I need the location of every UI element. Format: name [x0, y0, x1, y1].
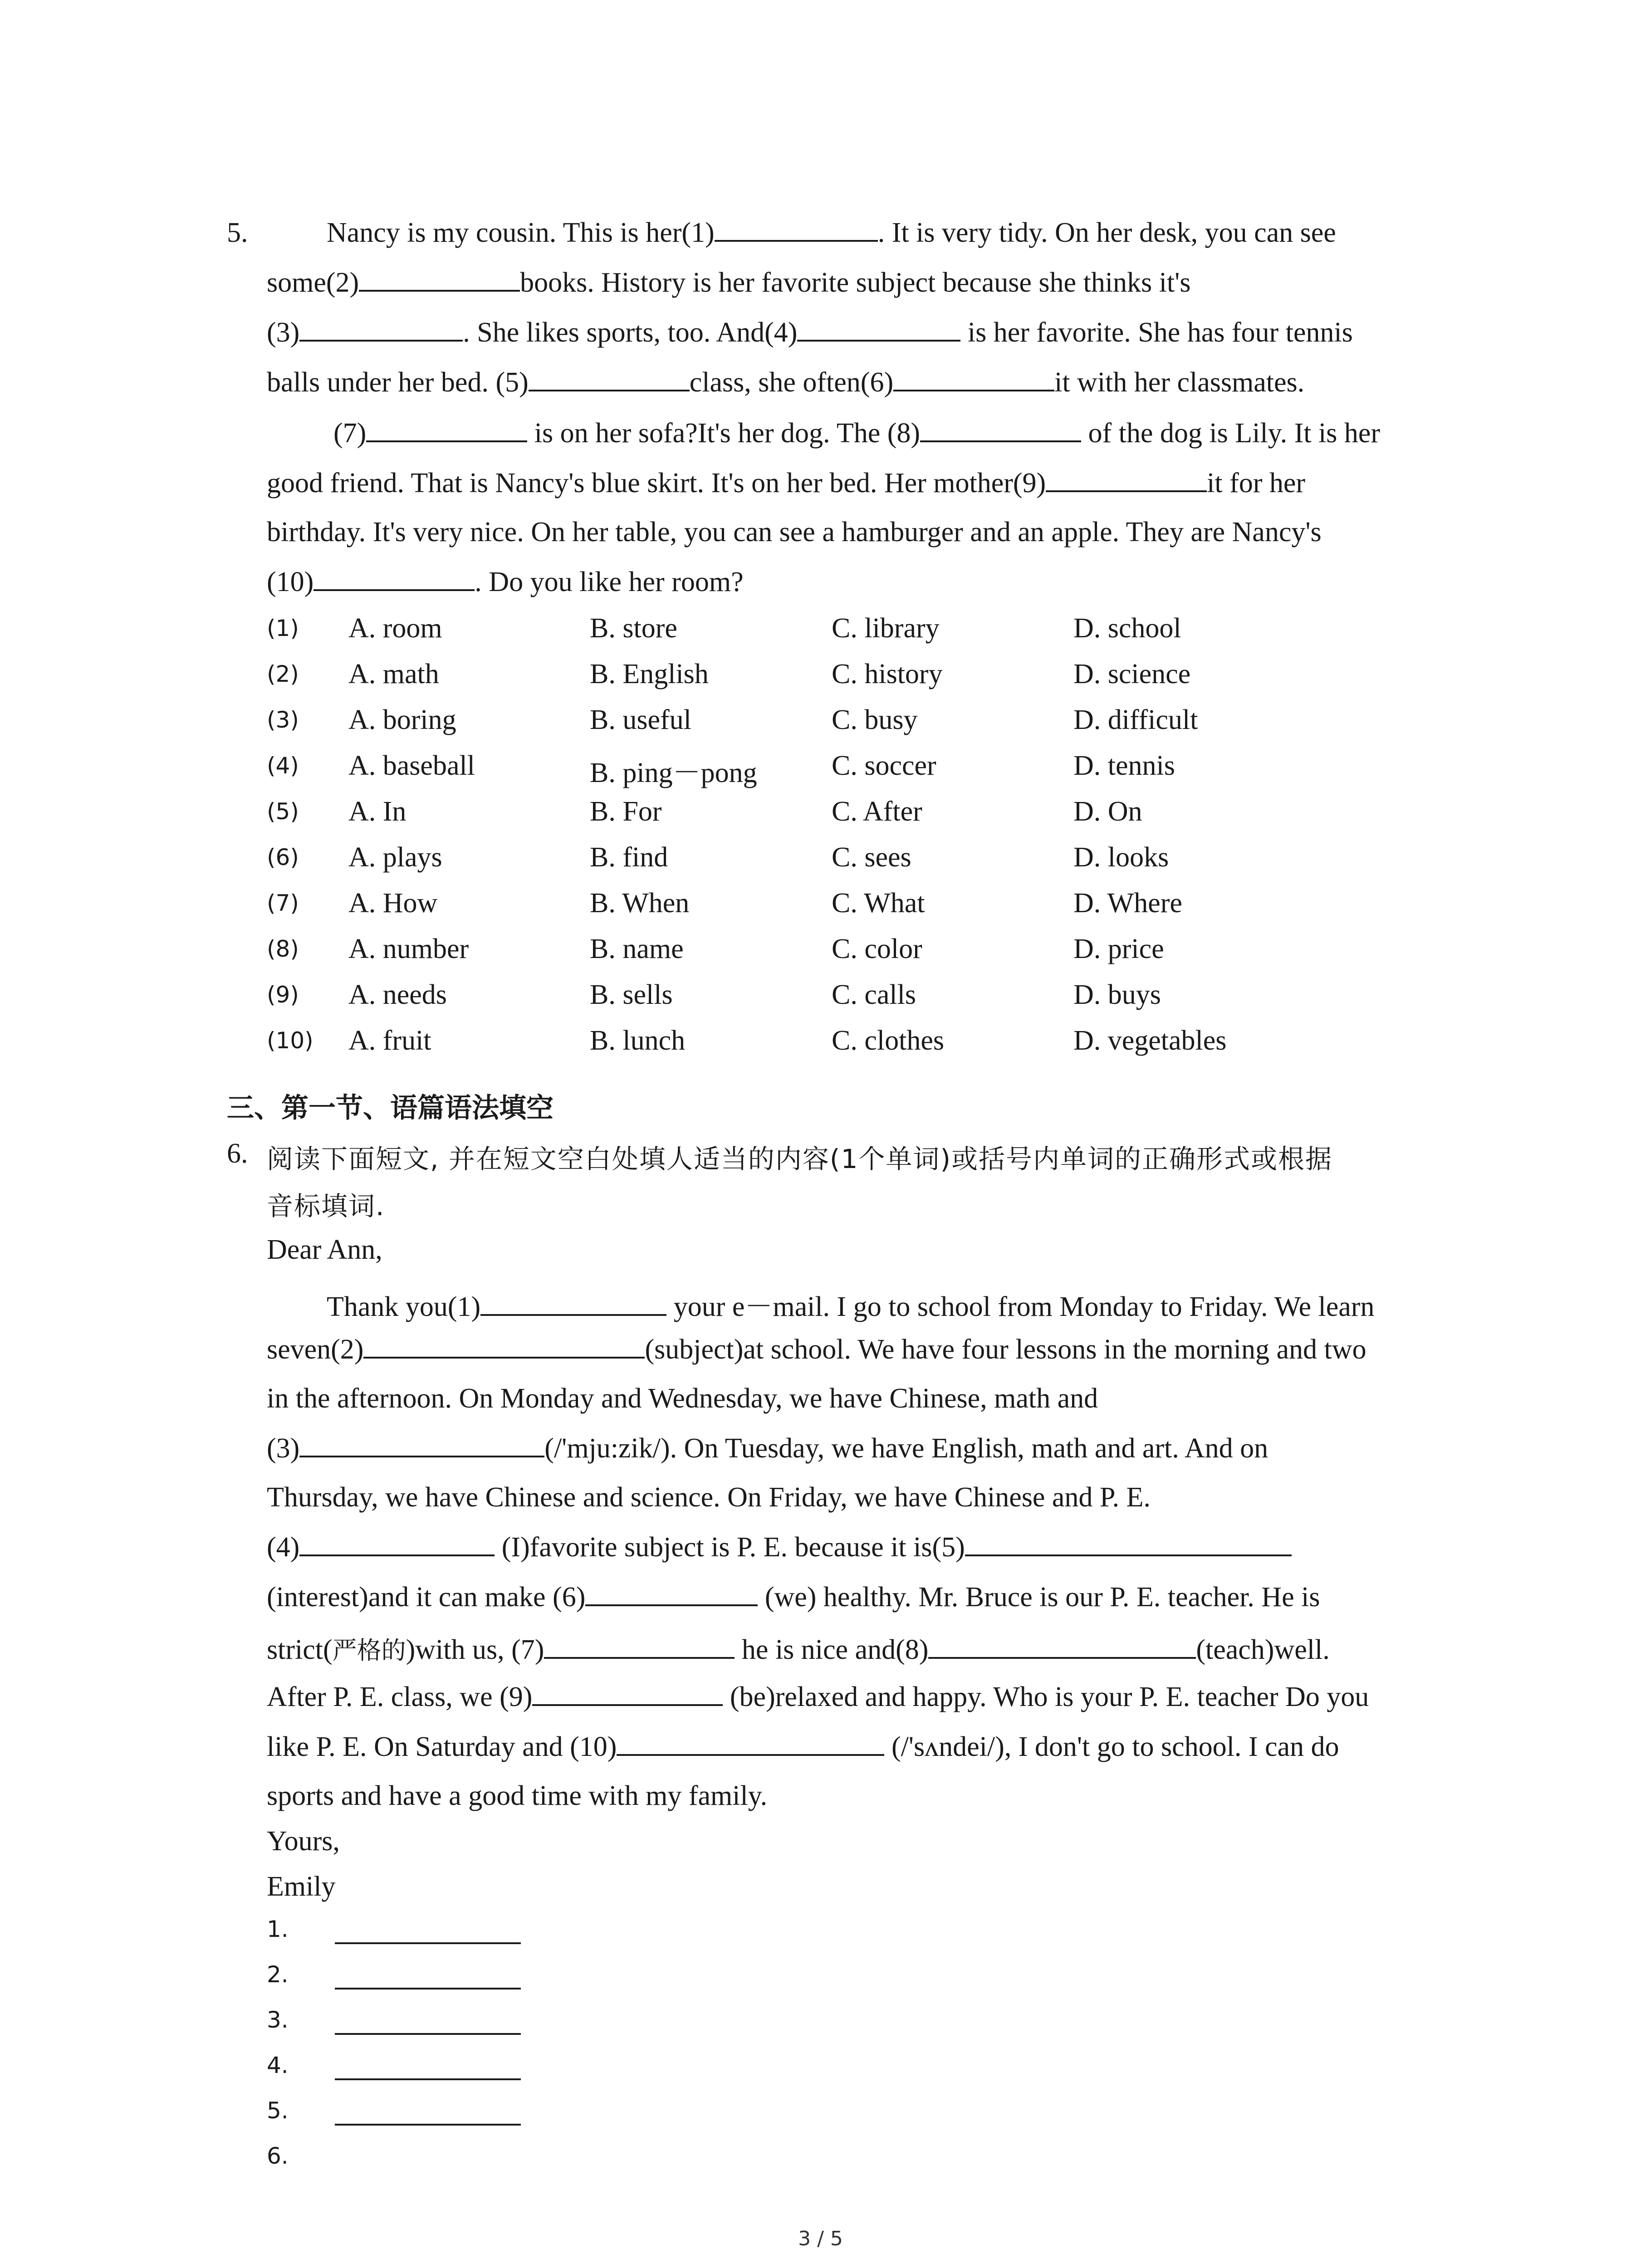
answer-line — [267, 2143, 630, 2179]
q6-text: seven(2) — [267, 1334, 364, 1365]
q5-passage-line: birthday. It's very nice. On her table, you can see a hamburger and an apple. They are Nancy's — [267, 517, 1322, 547]
option-number: (1) — [267, 615, 299, 641]
q6-text: (/'sʌndei/), I don't go to school. I can do — [884, 1731, 1339, 1762]
q6-text: (subject)at school. We have four lessons in the morning and two — [645, 1334, 1367, 1365]
option-c[interactable]: C. After — [832, 796, 922, 827]
option-d[interactable]: D. school — [1073, 613, 1181, 644]
option-b[interactable]: B. English — [590, 659, 709, 689]
option-c[interactable]: C. history — [832, 659, 943, 689]
option-a[interactable]: A. math — [348, 659, 439, 689]
option-b[interactable]: B. For — [590, 796, 662, 827]
page-number: 3 / 5 — [798, 2227, 843, 2250]
option-c[interactable]: C. sees — [832, 842, 911, 873]
q5-passage-line — [333, 417, 1380, 450]
option-a[interactable]: A. plays — [348, 842, 442, 873]
q5-text: it for her — [1207, 468, 1306, 499]
option-c[interactable]: C. busy — [832, 704, 918, 735]
blank-9[interactable] — [1046, 468, 1207, 492]
option-b[interactable]: B. useful — [590, 704, 691, 735]
letter-greeting: Dear Ann, — [267, 1234, 382, 1265]
answer-number: 2. — [267, 1961, 289, 1988]
option-c[interactable]: C. calls — [832, 979, 916, 1010]
blank-2[interactable] — [359, 267, 520, 292]
option-d[interactable]: D. Where — [1073, 888, 1182, 919]
option-number: (7) — [267, 890, 299, 916]
option-d[interactable]: D. tennis — [1073, 750, 1175, 781]
blank-4[interactable] — [299, 1532, 495, 1556]
answer-line — [267, 2097, 630, 2134]
option-a[interactable]: A. baseball — [348, 750, 475, 781]
option-row-1 — [267, 612, 1356, 653]
q6-instruction: 音标填词. — [267, 1191, 385, 1222]
answer-line — [267, 1916, 630, 1952]
q6-text: (/'mju:zik/). On Tuesday, we have English, math and art. And on — [544, 1433, 1269, 1464]
blank-2[interactable] — [363, 1334, 645, 1359]
q6-passage-line — [267, 1581, 1320, 1613]
q6-text: After P. E. class, we (9) — [267, 1681, 533, 1712]
option-number: (4) — [267, 753, 299, 779]
q6-text: your e－mail. I go to school from Monday to Friday. We learn — [666, 1291, 1375, 1322]
option-b[interactable]: B. name — [590, 934, 684, 964]
option-b[interactable]: B. find — [590, 842, 668, 873]
q5-passage-line — [267, 467, 1305, 499]
q5-text: class, she often(6) — [689, 367, 894, 398]
blank-4[interactable] — [797, 317, 960, 342]
option-row-9 — [267, 979, 1356, 1020]
question-5-number: 5. — [227, 217, 248, 248]
option-c[interactable]: C. soccer — [832, 750, 936, 781]
q5-text: balls under her bed. (5) — [267, 367, 529, 398]
q6-text: (we) healthy. Mr. Bruce is our P. E. teacher. He is — [758, 1582, 1320, 1613]
q6-text: Thank you(1) — [327, 1291, 481, 1322]
option-b[interactable]: B. When — [590, 888, 690, 919]
option-a[interactable]: A. In — [348, 796, 407, 827]
answer-blank[interactable] — [335, 2124, 521, 2126]
q5-text: of the dog is Lily. It is her — [1081, 418, 1380, 449]
answer-number: 3. — [267, 2007, 289, 2033]
blank-6[interactable] — [585, 1582, 758, 1606]
answer-blank[interactable] — [335, 2078, 521, 2080]
option-b[interactable]: B. lunch — [590, 1025, 686, 1056]
option-row-2 — [267, 658, 1356, 699]
q6-text: (teach)well. — [1196, 1634, 1330, 1665]
q6-passage-line: sports and have a good time with my family. — [267, 1780, 768, 1811]
q6-instruction: 阅读下面短文, 并在短文空白处填人适当的内容(1个单词)或括号内单词的正确形式或根据 — [267, 1144, 1333, 1174]
option-d[interactable]: D. looks — [1073, 842, 1169, 873]
q5-text: is on her sofa?It's her dog. The (8) — [527, 418, 921, 449]
q5-text: some(2) — [267, 267, 359, 298]
option-d[interactable]: D. difficult — [1073, 704, 1198, 735]
answer-blank[interactable] — [335, 1988, 521, 1989]
q6-text: like P. E. On Saturday and (10) — [267, 1731, 617, 1762]
q5-text: (10) — [267, 567, 314, 597]
q5-text: books. History is her favorite subject because she thinks it's — [520, 267, 1191, 298]
q6-text: (interest)and it can make (6) — [267, 1582, 586, 1613]
blank-7[interactable] — [366, 418, 527, 442]
option-row-7 — [267, 887, 1356, 928]
q6-text: )with us, (7) — [406, 1634, 544, 1665]
option-row-5 — [267, 796, 1356, 836]
option-c[interactable]: C. clothes — [832, 1025, 944, 1056]
blank-9[interactable] — [532, 1681, 723, 1706]
option-number: (8) — [267, 936, 299, 962]
section-title: 三、第一节、语篇语法填空 — [227, 1092, 554, 1124]
q6-text: (be)relaxed and happy. Who is your P. E. teacher Do you — [723, 1681, 1369, 1712]
answer-number: 5. — [267, 2097, 289, 2124]
option-row-6 — [267, 841, 1356, 882]
option-a[interactable]: A. How — [348, 888, 438, 919]
option-b[interactable]: B. store — [590, 613, 677, 644]
option-d[interactable]: D. vegetables — [1073, 1025, 1227, 1056]
option-number: (2) — [267, 661, 299, 687]
answer-number: 6. — [267, 2143, 289, 2169]
q5-passage-line — [267, 566, 744, 598]
option-number: (6) — [267, 844, 299, 870]
q6-text: strict( — [267, 1634, 333, 1665]
q5-text: . Do you like her room? — [475, 567, 744, 597]
q5-text: Nancy is my cousin. This is her(1) — [327, 217, 715, 248]
answer-number: 1. — [267, 1916, 289, 1942]
option-number: (5) — [267, 798, 299, 825]
q6-text: (3) — [267, 1433, 300, 1464]
q6-passage-line — [267, 1334, 1367, 1366]
q5-text: (7) — [333, 418, 367, 449]
q6-passage-line — [267, 1432, 1268, 1465]
answer-number: 4. — [267, 2052, 289, 2078]
option-row-8 — [267, 933, 1356, 974]
blank-7[interactable] — [544, 1634, 735, 1659]
q5-text: . She likes sports, too. And(4) — [463, 317, 798, 348]
q6-passage-line — [327, 1284, 1374, 1324]
blank-1[interactable] — [715, 217, 878, 242]
option-c[interactable]: C. library — [832, 613, 940, 644]
question-6-number: 6. — [227, 1138, 248, 1169]
blank-1[interactable] — [480, 1291, 666, 1316]
q6-passage-line: in the afternoon. On Monday and Wednesday, we have Chinese, math and — [267, 1383, 1098, 1414]
q6-text-chinese: 严格的 — [332, 1636, 406, 1665]
q6-passage-line: Thursday, we have Chinese and science. On Friday, we have Chinese and P. E. — [267, 1482, 1151, 1513]
answer-line — [267, 1961, 630, 1998]
q6-passage-line — [267, 1631, 1330, 1666]
q6-text: (I)favorite subject is P. E. because it is(5) — [495, 1532, 965, 1563]
option-b[interactable]: B. ping－pong — [590, 758, 757, 788]
option-a[interactable]: A. room — [348, 613, 442, 644]
option-c[interactable]: C. What — [832, 888, 925, 919]
q5-passage-line — [267, 317, 1353, 349]
answer-blank[interactable] — [335, 1942, 521, 1944]
q5-text: good friend. That is Nancy's blue skirt. It's on her bed. Her mother(9) — [267, 468, 1046, 499]
option-number: (3) — [267, 707, 299, 733]
q6-text: (4) — [267, 1532, 300, 1563]
letter-signature: Emily — [267, 1871, 336, 1902]
blank-3[interactable] — [299, 1433, 544, 1457]
option-a[interactable]: A. fruit — [348, 1025, 431, 1056]
blank-5[interactable] — [965, 1532, 1292, 1556]
option-a[interactable]: A. number — [348, 934, 469, 964]
blank-10[interactable] — [314, 567, 475, 591]
option-a[interactable]: A. needs — [348, 979, 447, 1010]
option-b[interactable]: B. sells — [590, 979, 673, 1010]
blank-3[interactable] — [299, 317, 463, 342]
option-d[interactable]: D. On — [1073, 796, 1142, 827]
q6-passage-line — [267, 1531, 1292, 1564]
option-row-4 — [267, 750, 1356, 791]
q5-text: (3) — [267, 317, 300, 348]
q6-passage-line — [267, 1681, 1369, 1713]
option-d[interactable]: D. price — [1073, 934, 1164, 964]
q5-text: it with her classmates. — [1054, 367, 1305, 398]
blank-8[interactable] — [920, 418, 1081, 442]
q5-text: . It is very tidy. On her desk, you can see — [877, 217, 1336, 248]
blank-6[interactable] — [893, 367, 1054, 391]
blank-8[interactable] — [928, 1634, 1196, 1659]
q5-passage-line — [327, 217, 1336, 249]
q5-passage-line — [267, 267, 1190, 299]
option-number: (9) — [267, 982, 299, 1008]
option-row-10 — [267, 1025, 1356, 1066]
answer-blank[interactable] — [335, 2033, 521, 2035]
option-row-3 — [267, 704, 1356, 745]
q5-passage-line — [267, 367, 1304, 399]
answer-line — [267, 2052, 630, 2088]
answer-line — [267, 2007, 630, 2043]
option-number: (10) — [267, 1027, 314, 1054]
q5-text: is her favorite. She has four tennis — [960, 317, 1353, 348]
q6-passage-line — [267, 1731, 1339, 1763]
q6-text: he is nice and(8) — [735, 1634, 929, 1665]
blank-5[interactable] — [529, 367, 690, 391]
option-d[interactable]: D. buys — [1073, 979, 1161, 1010]
option-d[interactable]: D. science — [1073, 659, 1191, 689]
letter-closing: Yours, — [267, 1826, 340, 1857]
option-a[interactable]: A. boring — [348, 704, 456, 735]
option-c[interactable]: C. color — [832, 934, 922, 964]
blank-10[interactable] — [617, 1731, 884, 1756]
